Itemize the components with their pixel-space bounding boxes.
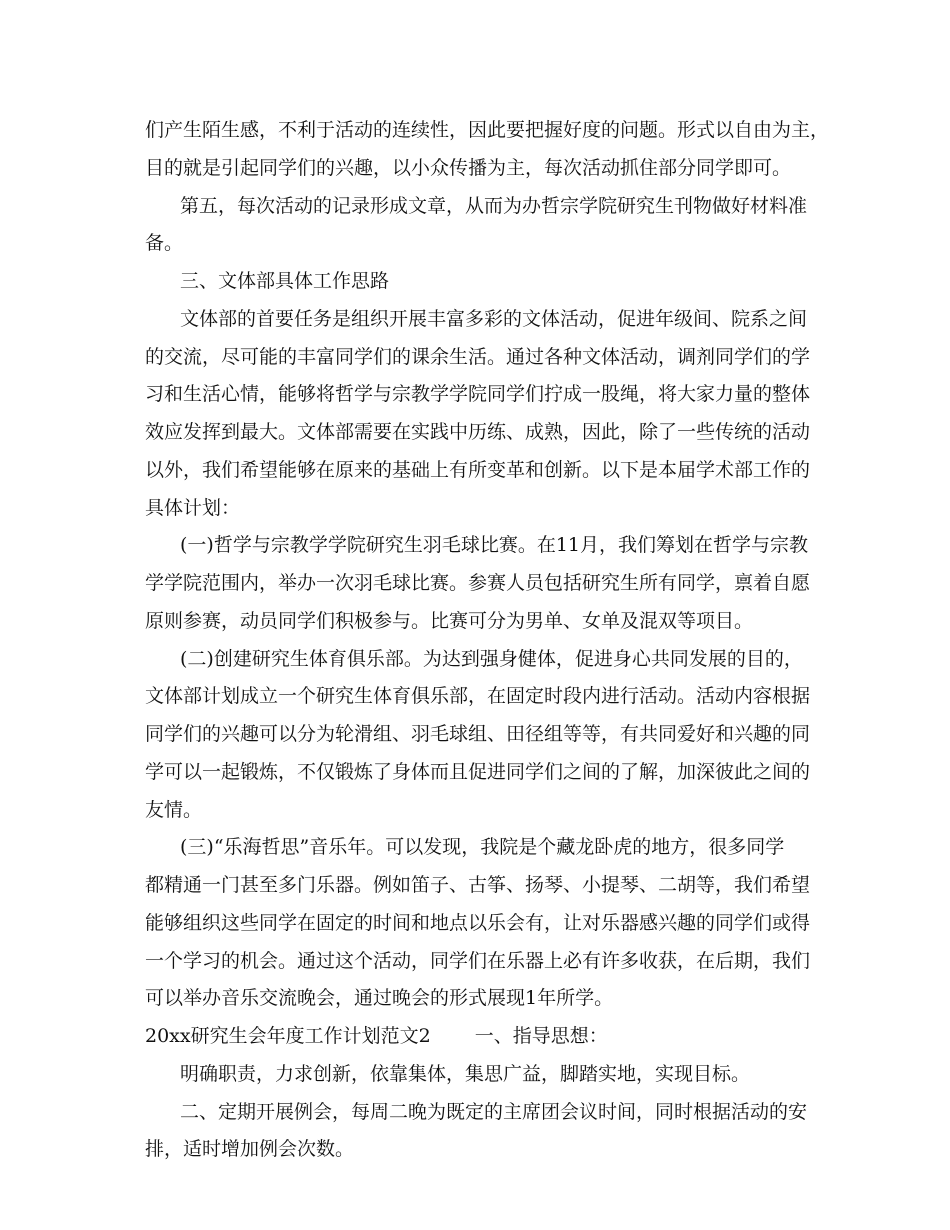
document-heading-line: [145, 1024, 608, 1048]
text-line: 文体部的首要任务是组织开展丰富多彩的文体活动，促进年级间、院系之间: [180, 308, 808, 330]
text-line: 习和生活心情，能够将哲学与宗教学学院同学们拧成一股绳，将大家力量的整体: [145, 383, 811, 405]
text-line: 文体部计划成立一个研究生体育俱乐部，在固定时段内进行活动。活动内容根据: [145, 685, 811, 707]
text-line: 一个学习的机会。通过这个活动，同学们在乐器上必有许多收获，在后期，我们: [145, 950, 811, 972]
text-line: 友情。: [145, 799, 203, 821]
text-line: (三)“乐海哲思”音乐年。可以发现，我院是个藏龙卧虎的地方，很多同学: [180, 836, 785, 858]
section-heading: 一、指导思想：: [474, 1025, 608, 1047]
document-title: 20xx研究生会年度工作计划范文2: [145, 1025, 431, 1047]
section-heading: 三、文体部具体工作思路: [180, 270, 390, 292]
text-line: 学可以一起锻炼，不仅锻炼了身体而且促进同学们之间的了解，加深彼此之间的: [145, 761, 811, 783]
text-line: 可以举办音乐交流晚会，通过晚会的形式展现1年所学。: [145, 987, 614, 1009]
text-line: 二、定期开展例会，每周二晚为既定的主席团会议时间，同时根据活动的安: [180, 1101, 808, 1123]
text-line: 排，适时增加例会次数。: [145, 1138, 355, 1160]
text-line: 学学院范围内，举办一次羽毛球比赛。参赛人员包括研究生所有同学，禀着自愿: [145, 572, 811, 594]
text-line: 能够组织这些同学在固定的时间和地点以乐会有，让对乐器感兴趣的同学们或得: [145, 912, 811, 934]
text-line: 同学们的兴趣可以分为轮滑组、羽毛球组、田径组等等，有共同爱好和兴趣的同: [145, 723, 811, 745]
text-line: 目的就是引起同学们的兴趣，以小众传播为主，每次活动抓住部分同学即可。: [145, 157, 792, 179]
text-line: 第五，每次活动的记录形成文章，从而为办哲宗学院研究生刊物做好材料准: [180, 195, 808, 217]
text-line: 明确职责，力求创新，依靠集体，集思广益，脚踏实地，实现目标。: [180, 1063, 751, 1085]
text-line: 的交流，尽可能的丰富同学们的课余生活。通过各种文体活动，调剂同学们的学: [145, 346, 811, 368]
text-line: 以外，我们希望能够在原来的基础上有所变革和创新。以下是本届学术部工作的: [145, 459, 811, 481]
text-line: 原则参赛，动员同学们积极参与。比赛可分为男单、女单及混双等项目。: [145, 610, 754, 632]
text-line: (一)哲学与宗教学学院研究生羽毛球比赛。在11月，我们筹划在哲学与宗教: [180, 534, 809, 556]
text-line: 备。: [145, 232, 184, 254]
text-line: (二)创建研究生体育俱乐部。为达到强身健体，促进身心共同发展的目的，: [180, 648, 803, 670]
text-line: 效应发挥到最大。文体部需要在实践中历练、成熟，因此，除了一些传统的活动: [145, 421, 811, 443]
text-line: 具体计划：: [145, 497, 241, 519]
text-line: 们产生陌生感，不利于活动的连续性，因此要把握好度的问题。形式以自由为主，: [145, 119, 830, 141]
text-line: 都精通一门甚至多门乐器。例如笛子、古筝、扬琴、小提琴、二胡等，我们希望: [145, 874, 811, 896]
